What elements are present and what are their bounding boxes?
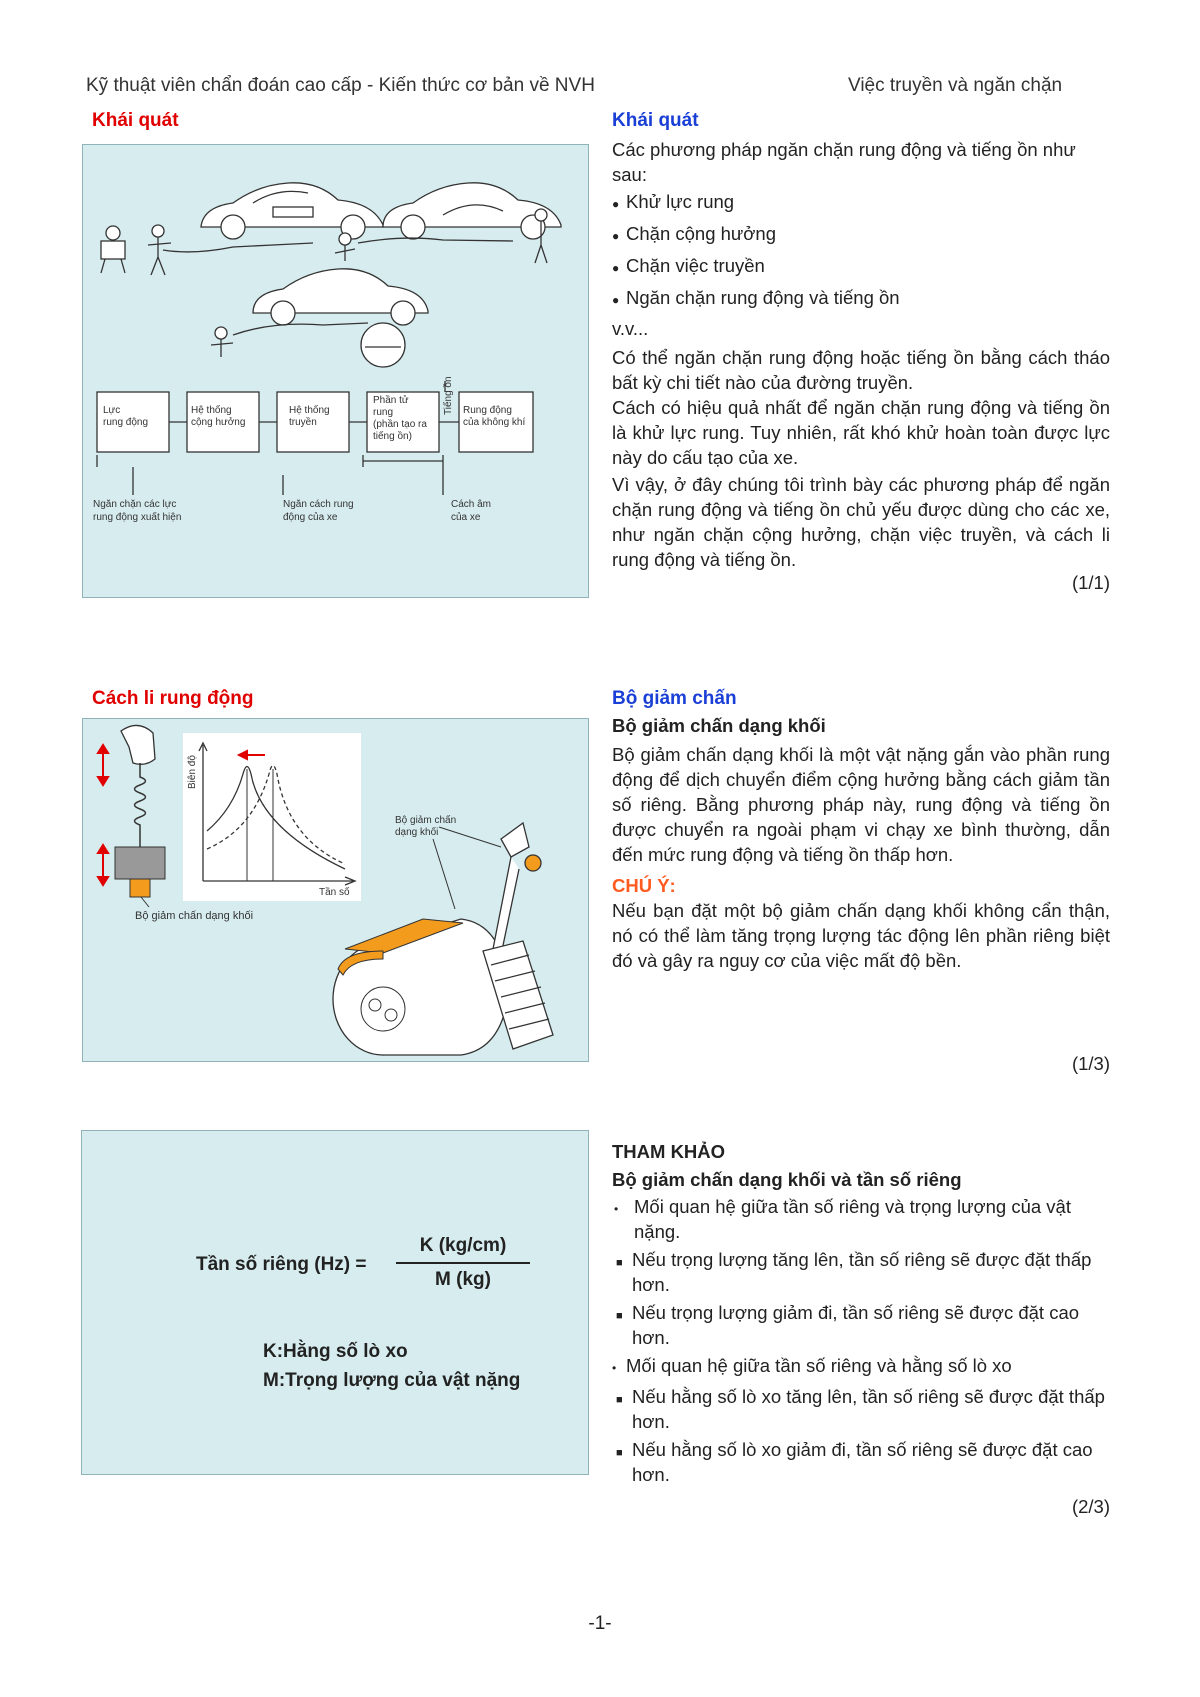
formula-denominator: M (kg) [435,1269,491,1290]
bullet-text: Mối quan hệ giữa tần số riêng và trọng lượng của vật nặng. [634,1196,1071,1242]
box4-line1: Phần tử [373,395,409,406]
car-illustration-1 [201,183,383,239]
car-illustration-3 [253,269,428,325]
drum-illustration [333,919,509,1055]
sub-bullet-text: Nếu trọng lượng tăng lên, tần số riêng sẽ được đặt thấp hơn. [632,1249,1092,1295]
sub-bullet-item: ■ Nếu hằng số lò xo giảm đi, tần số riêng sẽ được đặt cao hơn. [612,1437,1110,1487]
damper-label-line1: Bộ giảm chấn [395,815,457,826]
weight-block [115,847,165,879]
note-label: CHÚ Ý: [612,875,676,896]
section1-para1: Có thể ngăn chặn rung động hoặc tiếng ồn bằng cách tháo bất kỳ chi tiết nào của đường truyền. [612,347,1110,393]
section1-intro: Các phương pháp ngăn chặn rung động và tiếng ồn như sau: [612,139,1076,185]
bullet-item: ● Chặn cộng hưởng [612,223,777,244]
box5-line1: Rung động [463,405,512,416]
section2-subtitle: Bộ giảm chấn dạng khối [612,715,826,736]
etc-text: v.v... [612,318,649,339]
mass-damper-block [130,879,150,897]
mechanic-figure-4 [211,327,233,357]
sub-bullet-item: ■ Nếu trọng lượng tăng lên, tần số riêng sẽ được đặt thấp hơn. [612,1247,1110,1297]
section2-text [612,713,1110,973]
vibration-isolation-figure [82,718,589,1062]
bullet-text: Khử lực rung [626,191,735,212]
bullet-text: Chặn việc truyền [626,255,765,276]
noise-vertical-label: Tiếng ồn [443,376,454,415]
section3-text [612,1139,1110,1487]
hand-icon [121,725,155,764]
section2-left-title: Cách li rung động [92,688,254,709]
page-ref-3: (2/3) [1071,1496,1110,1517]
car-illustration-2 [383,183,561,239]
sub-bullet-text: Nếu hằng số lò xo giảm đi, tần số riêng sẽ được đặt cao hơn. [632,1439,1093,1485]
formula-numerator: K (kg/cm) [419,1235,507,1256]
section2-right-title: Bộ giảm chấn [612,688,737,709]
box1-line2: rung động [103,417,149,428]
caption3-line1: Cách âm [451,499,492,510]
caption3-line2: của xe [451,512,481,523]
bullet-item: ● Ngăn chặn rung động và tiếng ồn [612,287,900,308]
box3-line1: Hệ thống [289,405,330,416]
mechanic-figure-1 [101,226,125,273]
sub-bullet-item: ■ Nếu trọng lượng giảm đi, tần số riêng sẽ được đặt cao hơn. [612,1300,1110,1350]
box4-line4: tiếng ồn) [373,431,412,442]
box3-line2: truyền [289,417,317,428]
section2-para: Bộ giảm chấn dạng khối là một vật nặng gắn vào phần rung động để dịch chuyển điểm cộng hưởng bằng cách giảm tần số riêng. Bằng phương pháp này, rung động và tiếng ồn được chuyển ra ngoài phạm vi chạy xe bình thường, dẫn đến mức rung động và tiếng ồn thấp hơn. [612,744,1110,865]
sub-bullet-item: ■ Nếu hằng số lò xo tăng lên, tần số riêng sẽ được đặt thấp hơn. [612,1384,1110,1434]
box2-line2: cộng hưởng [191,417,246,428]
section1-right-title: Khái quát [612,110,699,131]
section1-left-title: Khái quát [92,110,179,131]
box5-line2: của không khí [463,417,526,428]
m-definition: M:Trọng lượng của vật nặng [263,1370,521,1391]
box4-line2: rung [373,407,394,418]
caption1-line2: rung động xuất hiện [93,512,182,523]
page-number: -1- [588,1613,612,1634]
page-ref-2: (1/3) [1071,1053,1110,1074]
bullet-item: ● Chặn việc truyền [612,255,765,276]
section1-text [612,137,1110,572]
bullet-text: Ngăn chặn rung động và tiếng ồn [626,287,900,308]
graph-ylabel: Biên độ [187,755,198,789]
bullet-text: Chặn cộng hưởng [626,223,777,244]
box4-line3: (phần tạo ra [373,419,427,430]
sub-bullet-text: Nếu trọng lượng giảm đi, tần số riêng sẽ được đặt cao hơn. [632,1302,1080,1348]
damper-label-line2: dạng khối [395,827,439,838]
section1-para2: Cách có hiệu quả nhất để ngăn chặn rung động và tiếng ồn là khử lực rung. Tuy nhiên, rất khó khử hoàn toàn được lực này do cấu tạo của xe. [612,397,1110,468]
mechanic-figure-2 [148,225,171,275]
box1-line1: Lực [103,405,121,416]
bullet-item: ● Khử lực rung [612,191,735,212]
header-left: Kỹ thuật viên chẩn đoán cao cấp - Kiến thức cơ bản về NVH [86,75,595,96]
formula-lhs: Tần số riêng (Hz) = [196,1254,367,1275]
caption1-line1: Ngăn chặn các lực [93,499,177,510]
spring-icon [135,763,146,847]
graph-xlabel: Tần số [319,887,350,898]
caption2-line2: động của xe [283,512,338,523]
reference-heading: THAM KHẢO [612,1141,726,1162]
section3-subtitle: Bộ giảm chấn dạng khối và tần số riêng [612,1169,962,1190]
sub-bullet-text: Nếu hằng số lò xo tăng lên, tần số riêng sẽ được đặt thấp hơn. [632,1386,1105,1432]
section1-para3: Vì vậy, ở đây chúng tôi trình bày các phương pháp để ngăn chặn rung động và tiếng ồn chủ yếu được dùng cho các xe, như ngăn chặn cộng hưởng, chặn việc truyền, và cách li rung động và tiếng ồn. [612,474,1110,570]
page-ref-1: (1/1) [1071,572,1110,593]
weight-label: Bộ giảm chấn dạng khối [135,910,254,922]
note-text: Nếu bạn đặt một bộ giảm chấn dạng khối không cẩn thận, nó có thể làm tăng trọng lượng tác động lên phần riêng biệt đó và gây ra nguy cơ của việc mất độ bền. [612,900,1110,971]
formula-panel [81,1130,589,1475]
bullet-item: • Mối quan hệ giữa tần số riêng và hằng số lò xo [612,1355,1012,1376]
bullet-item: • Mối quan hệ giữa tần số riêng và trọng lượng của vật nặng. [612,1194,1110,1244]
box2-line1: Hệ thống [191,405,232,416]
caption2-line1: Ngăn cách rung [283,499,354,510]
header-right: Việc truyền và ngăn chặn [848,75,1063,96]
bullet-text: Mối quan hệ giữa tần số riêng và hằng số lò xo [626,1355,1012,1376]
overview-figure [82,144,589,598]
fraction-bar [396,1262,530,1264]
k-definition: K:Hằng số lò xo [263,1341,408,1362]
